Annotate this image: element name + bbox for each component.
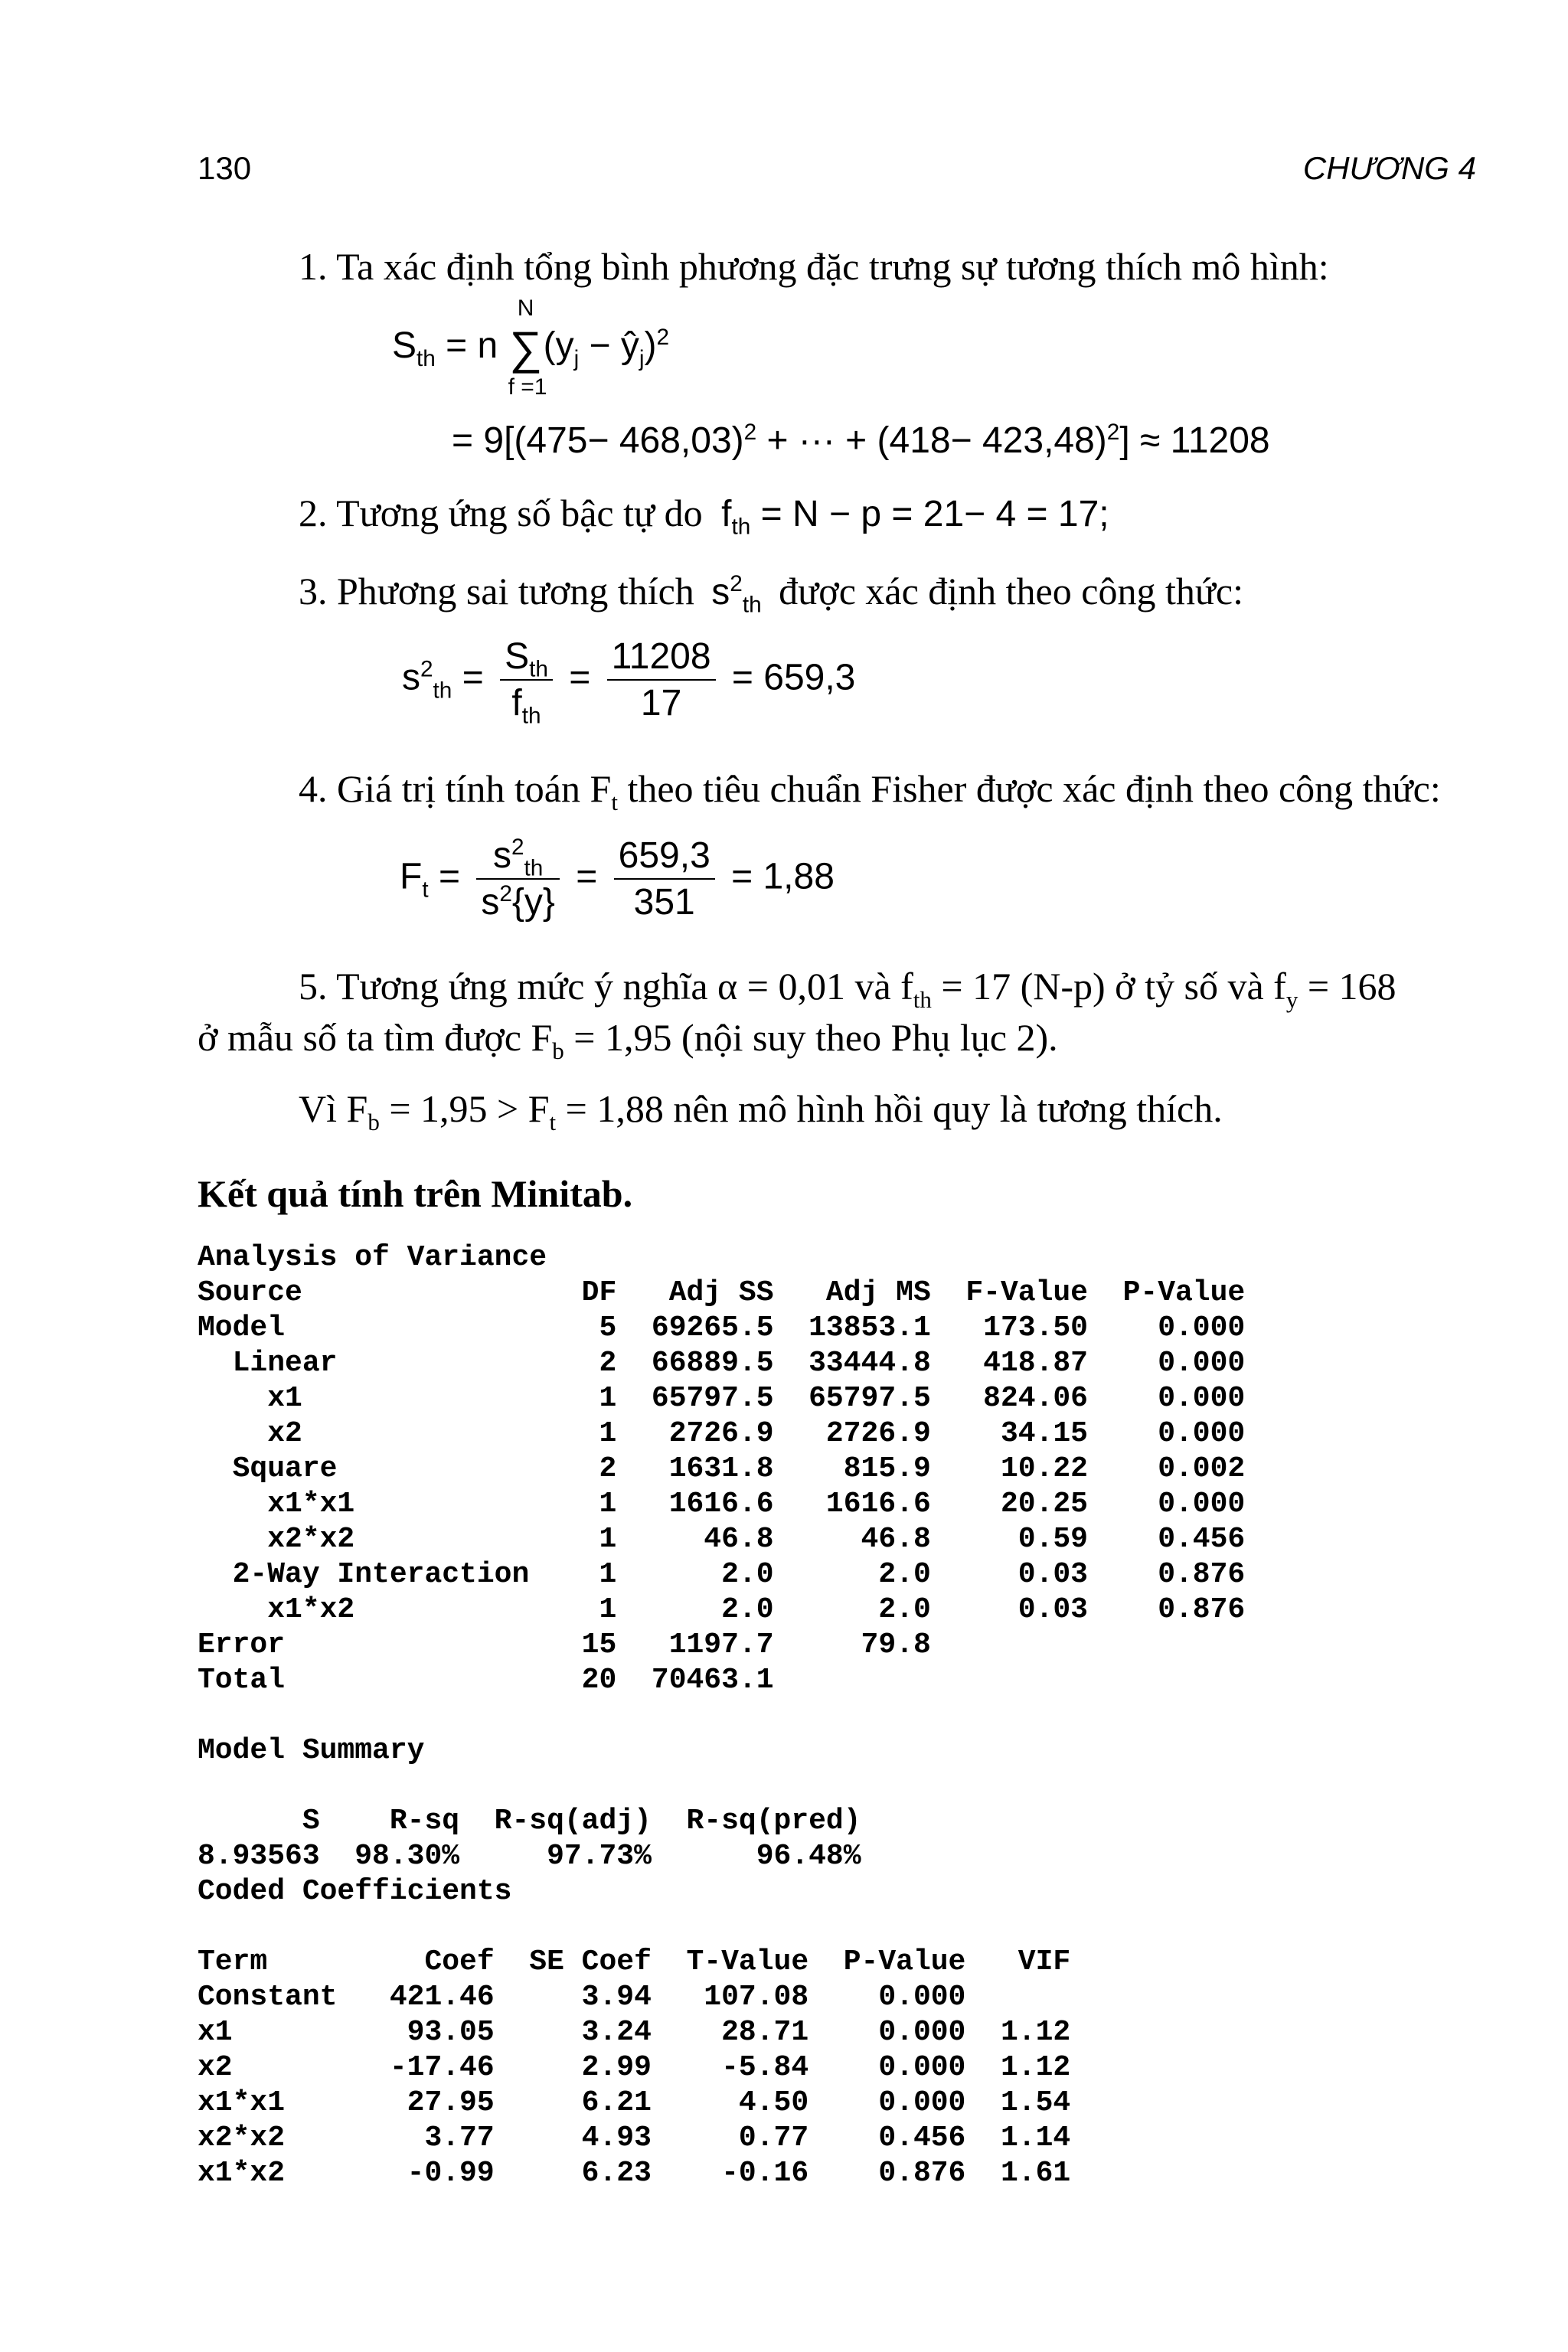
step-4-tail: theo tiêu chuẩn Fisher được xác định theo công thức: <box>627 767 1441 810</box>
eq-part: = <box>569 657 591 698</box>
chapter-header: CHƯƠNG 4 <box>1302 150 1476 186</box>
eq-sym: S <box>392 325 417 367</box>
eq-result: = 1,88 <box>731 856 835 897</box>
fraction-numerator <box>476 835 560 880</box>
eq-sub: th <box>529 656 548 682</box>
fraction-numerator: 11208 <box>607 635 716 681</box>
fraction-values <box>614 835 715 923</box>
fraction-numerator <box>500 635 553 681</box>
eq-sth-sum <box>392 296 670 400</box>
eq-sub: th <box>731 514 751 540</box>
eq-sub: b <box>368 1109 380 1135</box>
dof-formula <box>721 494 1109 540</box>
step-2-text <box>299 490 1109 540</box>
eq-part: = n <box>446 325 498 367</box>
text-part: Vì F <box>299 1087 368 1130</box>
text-part: = 1,95 > F <box>379 1087 550 1130</box>
coded-coefficients-table: Term Coef SE Coef T-Value P-Value VIF Constant 421.46 3.94 107.08 0.000 x1 93.05 3.24 28.71 0.000 1.12 x2 -17.46 2.99 -5.84 0.000 1.12 x1*x1 27.95 6.21 4.50 0.000 1.54 x2*x2 3.77 4.93 0.77 0.456 1.14 x1*x2 -0.99 6.23 -0.16 0.876 1.61 <box>198 1945 1071 2190</box>
eq-sup: 2 <box>420 656 433 682</box>
eq-sup: 2 <box>656 325 670 351</box>
text-part: = 168 <box>1298 965 1396 1008</box>
step-2-label: 2. Tương ứng số bậc tự do <box>299 492 703 534</box>
sum-lower-limit: f =1 <box>508 374 547 400</box>
fraction-denominator <box>500 681 553 729</box>
eq-part: ) <box>644 325 657 367</box>
eq-part: = <box>576 856 598 897</box>
eq-sub: t <box>549 1109 557 1135</box>
eq-sub: b <box>552 1037 564 1064</box>
anova-table: Analysis of Variance Source DF Adj SS Adj MS F-Value P-Value Model 5 69265.5 13853.1 173.50 0.000 Linear 2 66889.5 33444.8 418.87 0.000 x1 1 65797.5 65797.5 824.06 0.000 x2 1 2726.9 2726.9 34.15 0.000 Square 2 1631.8 815.9 10.22 0.002 x1*x1 1 1616.6 1616.6 20.25 0.000 x2*x2 1 46.8 46.8 0.59 0.456 2-Way Interaction 1 2.0 2.0 0.03 0.876 x1*x2 1 2.0 2.0 0.03 0.876 Error 15 1197.7 79.8 Total 20 70463.1 <box>198 1241 1246 1697</box>
eq-sub: th <box>521 703 541 729</box>
eq-part: + ··· + (418− 423,48) <box>756 420 1107 461</box>
eq-sub: y <box>1285 986 1298 1013</box>
eq-sub: j <box>639 345 645 371</box>
eq-part: − ŷ <box>579 325 639 367</box>
page-number: 130 <box>198 150 252 186</box>
eq-sym: s <box>492 835 511 876</box>
eq-sub: th <box>913 986 932 1013</box>
fraction-numerator: 659,3 <box>614 835 715 880</box>
eq-result: = 659,3 <box>731 657 856 698</box>
minitab-heading: Kết quả tính trên Minitab. <box>198 1172 633 1215</box>
eq-sub: th <box>524 855 544 881</box>
eq-sup: 2 <box>730 571 743 596</box>
eq-part: = <box>462 657 484 698</box>
eq-sub: t <box>611 789 618 815</box>
eq-sup: 2 <box>511 835 524 860</box>
eq-part: = <box>438 856 460 897</box>
conclusion-text <box>299 1086 1223 1135</box>
eq-part: = N − p = 21− 4 = 17; <box>750 494 1109 534</box>
eq-fisher <box>400 835 835 923</box>
fraction-denominator <box>476 880 560 923</box>
eq-sym: f <box>511 683 522 724</box>
step-3-label: 3. Phương sai tương thích <box>299 570 694 612</box>
sum-upper-limit: N <box>517 296 534 321</box>
eq-sym: s <box>711 572 730 612</box>
text-part: 5. Tương ứng mức ý nghĩa α = 0,01 và f <box>299 965 913 1008</box>
fraction-denominator: 17 <box>640 683 682 724</box>
text-part: ở mẫu số ta tìm được F <box>198 1016 553 1059</box>
fraction-sth-fth <box>500 635 553 729</box>
step-5-line-1 <box>299 963 1396 1013</box>
eq-sym: s <box>402 657 420 698</box>
fraction-denominator: 351 <box>633 882 695 923</box>
model-summary: Model Summary S R-sq R-sq(adj) R-sq(pred) 8.93563 98.30% 97.73% 96.48% Coded Coefficients <box>198 1734 861 1908</box>
step-4-label: 4. Giá trị tính toán F <box>299 767 612 810</box>
fraction-values <box>607 635 716 724</box>
eq-sub: j <box>573 345 580 371</box>
eq-sup: 2 <box>1106 420 1120 445</box>
eq-part: {y} <box>511 882 555 923</box>
text-part: = 1,95 (nội suy theo Phụ lục 2). <box>564 1016 1058 1059</box>
eq-part: = 9[(475− 468,03) <box>452 420 744 461</box>
eq-sym: f <box>721 494 732 534</box>
eq-sym: F <box>400 856 423 897</box>
step-1-text: 1. Ta xác định tổng bình phương đặc trưng sự tương thích mô hình: <box>299 245 1329 288</box>
eq-variance <box>402 635 856 729</box>
eq-part: (y <box>543 325 574 367</box>
eq-sth-value <box>452 420 1270 462</box>
eq-sub: th <box>433 678 452 704</box>
eq-sub: t <box>422 877 429 903</box>
eq-sym: s <box>481 882 500 923</box>
eq-sym: S <box>505 636 530 677</box>
fraction-variances <box>476 835 560 923</box>
variance-symbol <box>711 571 762 618</box>
eq-sup: 2 <box>743 420 757 445</box>
step-3-text <box>299 568 1244 618</box>
text-part: = 1,88 nên mô hình hồi quy là tương thích. <box>556 1087 1223 1130</box>
eq-part: ] ≈ 11208 <box>1119 420 1270 461</box>
eq-sub: th <box>742 592 762 618</box>
eq-sub: th <box>416 345 436 371</box>
sigma-symbol: ∑ N f =1 <box>508 296 547 400</box>
text-part: = 17 (N-p) ở tỷ số và f <box>931 965 1286 1008</box>
step-4-text <box>299 766 1441 815</box>
eq-sup: 2 <box>499 881 512 906</box>
step-5-line-2 <box>198 1014 1058 1064</box>
step-3-tail: được xác định theo công thức: <box>779 570 1244 612</box>
